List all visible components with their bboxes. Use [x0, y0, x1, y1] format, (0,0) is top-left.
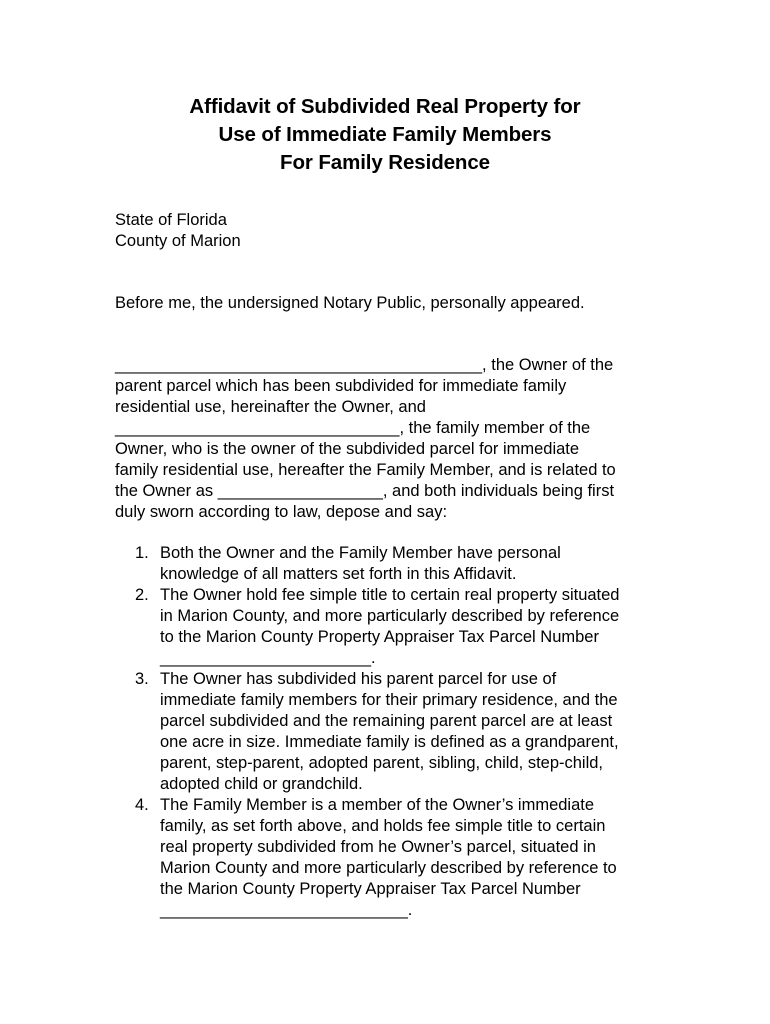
numbered-list [115, 543, 675, 921]
parties-line-2: parent parcel which has been subdivided for immediate family [115, 377, 567, 395]
list-item [115, 543, 675, 585]
parties-line-8: duly sworn according to law, depose and say: [115, 503, 448, 521]
parties-line-3: residential use, hereinafter the Owner, and [115, 398, 426, 416]
parties-line-6: family residential use, hereafter the Family Member, and is related to [115, 461, 616, 479]
list-item-line: Marion County and more particularly described by reference to [160, 859, 617, 877]
list-item-line: the Marion County Property Appraiser Tax Parcel Number [160, 880, 581, 898]
list-item-number: 4. [135, 796, 149, 814]
list-item-line: parent, step-parent, adopted parent, sibling, child, step-child, [160, 754, 604, 772]
parties-line-7: the Owner as __________________, and both individuals being first [115, 482, 615, 500]
list-item-line: real property subdivided from he Owner’s parcel, situated in [160, 838, 596, 856]
title-line-3: For Family Residence [280, 151, 490, 174]
list-item-line: The Owner has subdivided his parent parcel for use of [160, 670, 557, 688]
list-item-line: immediate family members for their primary residence, and the [160, 691, 618, 709]
venue-block [115, 210, 675, 252]
list-item-line: adopted child or grandchild. [160, 775, 363, 793]
list-item [115, 669, 675, 795]
parties-line-1: ________________________________________, the Owner of the [115, 356, 614, 374]
title-line-2: Use of Immediate Family Members [218, 123, 552, 146]
list-item-line: one acre in size. Immediate family is defined as a grandparent, [160, 733, 619, 751]
document-title [0, 93, 770, 177]
list-item-line: The Owner hold fee simple title to certain real property situated [160, 586, 620, 604]
list-item-number: 1. [135, 544, 149, 562]
list-item [115, 585, 675, 669]
list-item-line: family, as set forth above, and holds fee simple title to certain [160, 817, 606, 835]
list-item-line: parcel subdivided and the remaining parent parcel are at least [160, 712, 613, 730]
parties-line-4: _______________________________, the family member of the [115, 419, 591, 437]
list-item-line: The Family Member is a member of the Owner’s immediate [160, 796, 595, 814]
parties-line-5: Owner, who is the owner of the subdivided parcel for immediate [115, 440, 580, 458]
intro-paragraph: Before me, the undersigned Notary Public, personally appeared. [115, 294, 585, 312]
list-item-line: knowledge of all matters set forth in this Affidavit. [160, 565, 517, 583]
list-item [115, 795, 675, 921]
list-item-line: _______________________. [160, 649, 376, 667]
list-item-number: 3. [135, 670, 149, 688]
county-line: County of Marion [115, 232, 241, 250]
title-line-1: Affidavit of Subdivided Real Property for [189, 95, 581, 118]
parties-paragraph [115, 355, 675, 523]
list-item-line: to the Marion County Property Appraiser Tax Parcel Number [160, 628, 599, 646]
list-item-line: ___________________________. [160, 901, 413, 919]
list-item-number: 2. [135, 586, 149, 604]
list-item-line: Both the Owner and the Family Member have personal [160, 544, 561, 562]
state-line: State of Florida [115, 211, 227, 229]
list-item-line: in Marion County, and more particularly described by reference [160, 607, 620, 625]
